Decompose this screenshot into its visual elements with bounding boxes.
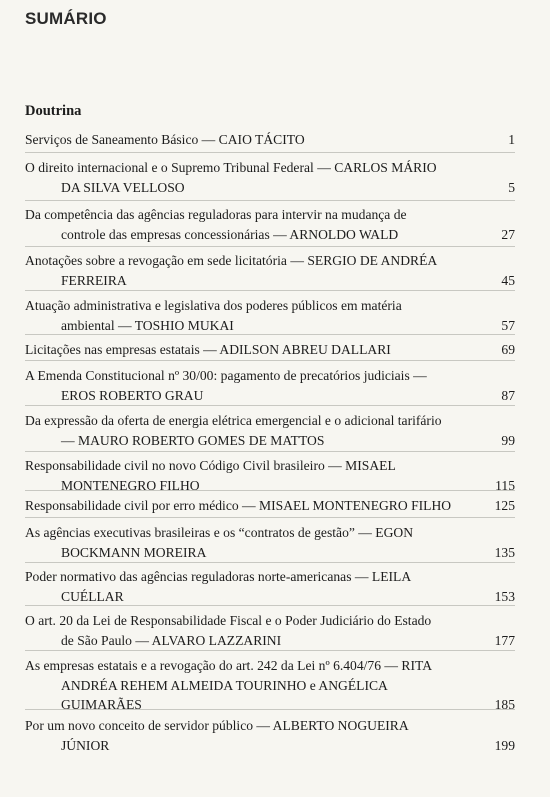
- toc-entry-continuation: FERREIRA: [61, 272, 127, 288]
- toc-entry-line: [25, 716, 515, 736]
- toc-entry: [25, 716, 515, 755]
- toc-entry: [25, 496, 515, 516]
- toc-entry-continuation: DA SILVA VELLOSO: [61, 179, 185, 195]
- toc-entry: [25, 296, 515, 335]
- toc-entry-line: [25, 316, 515, 336]
- toc-page-number: 5: [508, 179, 515, 195]
- toc-entry-continuation: de São Paulo — ALVARO LAZZARINI: [61, 632, 282, 648]
- toc-entry-line: [25, 296, 515, 316]
- toc-entry: [25, 366, 515, 405]
- toc-entry: [25, 205, 515, 244]
- toc-page-number: 27: [501, 226, 515, 242]
- toc-entry-line: [25, 386, 515, 406]
- toc-entry-line: [25, 366, 515, 386]
- toc-entry-title: Da expressão da oferta de energia elétrica emergencial e o adicional tarifário: [25, 413, 442, 428]
- entry-divider: [25, 200, 515, 201]
- entry-divider: [25, 152, 515, 153]
- toc-entry-line: [25, 631, 515, 651]
- toc-page-number: 185: [494, 697, 515, 712]
- toc-entry-continuation: GUIMARÃES: [61, 697, 142, 712]
- toc-entry-line: [25, 130, 515, 150]
- toc-entry: [25, 130, 515, 150]
- entry-divider: [25, 490, 515, 491]
- toc-entry: [25, 523, 515, 562]
- toc-entry-line: [25, 158, 515, 178]
- toc-entry: [25, 158, 515, 197]
- toc-page-number: 153: [494, 588, 515, 604]
- toc-entry-line: [25, 676, 515, 696]
- toc-entry-continuation: ANDRÉA REHEM ALMEIDA TOURINHO e ANGÉLICA: [61, 677, 388, 693]
- toc-entry-line: [25, 496, 515, 516]
- toc-entry-continuation: MONTENEGRO FILHO: [61, 477, 200, 493]
- toc-entry-continuation: — MAURO ROBERTO GOMES DE MATTOS: [61, 432, 325, 448]
- toc-entry-line: [25, 476, 515, 496]
- toc-entry-line: [25, 411, 515, 431]
- toc-entry-continuation: controle das empresas concessionárias — ARNOLDO WALD: [61, 226, 399, 242]
- toc-entry-title: Por um novo conceito de servidor público — ALBERTO NOGUEIRA: [25, 718, 409, 733]
- toc-entry-title: As empresas estatais e a revogação do art. 242 da Lei nº 6.404/76 — RITA: [25, 658, 433, 673]
- toc-page-number: 87: [501, 387, 515, 403]
- entry-divider: [25, 605, 515, 606]
- entry-divider: [25, 562, 515, 563]
- toc-entry: [25, 656, 515, 715]
- entry-divider: [25, 709, 515, 710]
- toc-page-number: 1: [508, 132, 515, 147]
- toc-page-number: 69: [501, 342, 515, 357]
- toc-entry-line: [25, 656, 515, 676]
- toc-entry: [25, 567, 515, 606]
- toc-entry-title: As agências executivas brasileiras e os “contratos de gestão” — EGON: [25, 525, 414, 540]
- toc-entry-title: Responsabilidade civil no novo Código Civil brasileiro — MISAEL: [25, 458, 396, 473]
- toc-entry-line: [25, 736, 515, 756]
- toc-entry-line: [25, 587, 515, 607]
- toc-entry-continuation: JÚNIOR: [61, 737, 110, 753]
- toc-entry-line: [25, 543, 515, 563]
- toc-page-number: 99: [501, 432, 515, 448]
- page-title: SUMÁRIO: [25, 9, 107, 28]
- toc-entry-line: [25, 271, 515, 291]
- toc-entry-line: [25, 251, 515, 271]
- toc-page-number: 177: [494, 632, 515, 648]
- toc-entry-line: [25, 695, 515, 715]
- toc-page-number: 135: [494, 544, 515, 560]
- toc-entry-title: Responsabilidade civil por erro médico — MISAEL MONTENEGRO FILHO: [25, 498, 452, 513]
- toc-entry-title: Atuação administrativa e legislativa dos poderes públicos em matéria: [25, 298, 402, 313]
- entry-divider: [25, 360, 515, 361]
- toc-entry-line: [25, 456, 515, 476]
- entry-divider: [25, 517, 515, 518]
- toc-entry: [25, 611, 515, 650]
- toc-entry-continuation: ambiental — TOSHIO MUKAI: [61, 317, 234, 333]
- toc-entry-continuation: BOCKMANN MOREIRA: [61, 544, 207, 560]
- toc-entry-line: [25, 611, 515, 631]
- toc-entry-title: O art. 20 da Lei de Responsabilidade Fiscal e o Poder Judiciário do Estado: [25, 613, 432, 628]
- toc-entry: [25, 251, 515, 290]
- toc-page-number: 57: [501, 317, 515, 333]
- toc-entry-title: Serviços de Saneamento Básico — CAIO TÁCITO: [25, 132, 305, 147]
- entry-divider: [25, 246, 515, 247]
- toc-entry-title: A Emenda Constitucional nº 30/00: pagamento de precatórios judiciais —: [25, 368, 427, 383]
- toc-entry-line: [25, 340, 515, 360]
- toc-entry-line: [25, 178, 515, 198]
- toc-entry-line: [25, 205, 515, 225]
- toc-entry: [25, 411, 515, 450]
- toc-entry-continuation: EROS ROBERTO GRAU: [61, 387, 204, 403]
- toc-entry-title: Poder normativo das agências reguladoras norte-americanas — LEILA: [25, 569, 412, 584]
- toc-entry: [25, 340, 515, 360]
- entry-divider: [25, 650, 515, 651]
- section-heading: Doutrina: [25, 103, 82, 119]
- toc-entry-line: [25, 523, 515, 543]
- toc-entry-title: Anotações sobre a revogação em sede licitatória — SERGIO DE ANDRÉA: [25, 253, 438, 268]
- entry-divider: [25, 290, 515, 291]
- entry-divider: [25, 334, 515, 335]
- toc-entry-title: Licitações nas empresas estatais — ADILSON ABREU DALLARI: [25, 342, 391, 357]
- toc-entry-title: Da competência das agências reguladoras para intervir na mudança de: [25, 207, 407, 222]
- toc-page-number: 115: [495, 477, 515, 493]
- toc-entry-title: O direito internacional e o Supremo Tribunal Federal — CARLOS MÁRIO: [25, 160, 437, 175]
- toc-entry-line: [25, 225, 515, 245]
- toc-entry-continuation: CUÉLLAR: [61, 588, 124, 604]
- toc-page-number: 199: [494, 737, 515, 753]
- entry-divider: [25, 405, 515, 406]
- toc-page-number: 45: [501, 272, 515, 288]
- toc-entry-line: [25, 567, 515, 587]
- toc-page-number: 125: [494, 498, 515, 513]
- entry-divider: [25, 451, 515, 452]
- toc-entry-line: [25, 431, 515, 451]
